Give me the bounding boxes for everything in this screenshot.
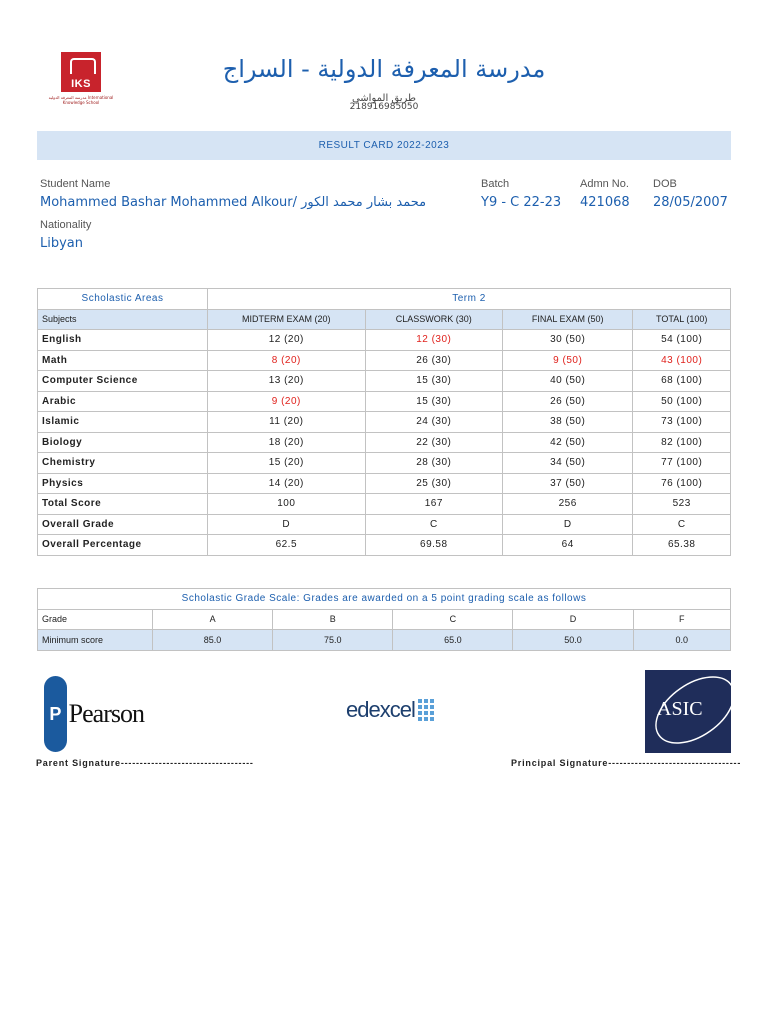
score-cell: 9 (20) bbox=[208, 391, 366, 412]
dob-value: 28/05/2007 bbox=[653, 195, 728, 210]
score-cell: 15 (30) bbox=[365, 391, 502, 412]
subject-cell: Total Score bbox=[38, 494, 208, 515]
grade-cell: C bbox=[393, 609, 513, 630]
score-cell: 73 (100) bbox=[633, 412, 731, 433]
grade-row bbox=[38, 609, 731, 630]
logo-subtitle: مدرسة المعرفة الدولية International Knowledge School bbox=[48, 95, 114, 105]
subject-cell: Overall Grade bbox=[38, 514, 208, 535]
min-score-cell: 85.0 bbox=[153, 630, 273, 651]
grade-cell: F bbox=[633, 609, 730, 630]
grade-scale-caption-row bbox=[38, 589, 731, 610]
score-cell: 34 (50) bbox=[503, 453, 633, 474]
min-score-cell: 0.0 bbox=[633, 630, 730, 651]
column-header: FINAL EXAM (50) bbox=[503, 309, 633, 330]
asic-wordmark: ASIC bbox=[657, 698, 703, 720]
score-cell: 50 (100) bbox=[633, 391, 731, 412]
column-header: Subjects bbox=[38, 309, 208, 330]
student-name: Mohammed Bashar Mohammed Alkour/ محمد بشار محمد الكور bbox=[40, 195, 427, 210]
table-row bbox=[38, 350, 731, 371]
batch-value: Y9 - C 22-23 bbox=[481, 195, 562, 210]
subject-cell: English bbox=[38, 330, 208, 351]
term-header: Term 2 bbox=[208, 289, 731, 310]
batch-label: Batch bbox=[481, 178, 510, 190]
score-cell: 22 (30) bbox=[365, 432, 502, 453]
score-cell: 54 (100) bbox=[633, 330, 731, 351]
table-row bbox=[38, 453, 731, 474]
column-header: CLASSWORK (30) bbox=[365, 309, 502, 330]
table-row bbox=[38, 371, 731, 392]
school-logo bbox=[38, 52, 124, 110]
score-cell: 523 bbox=[633, 494, 731, 515]
nationality-value: Libyan bbox=[40, 236, 84, 251]
score-cell: 64 bbox=[503, 535, 633, 556]
subject-cell: Biology bbox=[38, 432, 208, 453]
school-phone: 218916985050 bbox=[349, 102, 419, 112]
score-cell: D bbox=[208, 514, 366, 535]
score-cell: 12 (30) bbox=[365, 330, 502, 351]
score-cell: 40 (50) bbox=[503, 371, 633, 392]
pearson-logo bbox=[44, 676, 144, 752]
scores-column-row bbox=[38, 309, 731, 330]
pearson-p-icon: P bbox=[44, 676, 67, 752]
column-header: MIDTERM EXAM (20) bbox=[208, 309, 366, 330]
principal-signature-line: Principal Signature----------------------------------- bbox=[511, 758, 742, 768]
score-cell: C bbox=[633, 514, 731, 535]
score-cell: 28 (30) bbox=[365, 453, 502, 474]
result-card-title: RESULT CARD 2022-2023 bbox=[37, 131, 731, 160]
score-cell: 30 (50) bbox=[503, 330, 633, 351]
grade-label: Grade bbox=[38, 609, 153, 630]
table-row bbox=[38, 391, 731, 412]
admn-label: Admn No. bbox=[580, 178, 629, 190]
table-row bbox=[38, 432, 731, 453]
score-cell: 37 (50) bbox=[503, 473, 633, 494]
table-row bbox=[38, 535, 731, 556]
school-name: مدرسة المعرفة الدولية - السراج bbox=[222, 55, 546, 83]
student-name-label: Student Name bbox=[40, 178, 111, 190]
score-cell: 77 (100) bbox=[633, 453, 731, 474]
book-icon bbox=[61, 52, 101, 92]
score-cell: 26 (50) bbox=[503, 391, 633, 412]
logo-text: IKS bbox=[71, 78, 91, 90]
grade-cell: D bbox=[513, 609, 633, 630]
table-row bbox=[38, 412, 731, 433]
edexcel-dots-icon bbox=[418, 699, 434, 721]
score-cell: 100 bbox=[208, 494, 366, 515]
min-score-cell: 65.0 bbox=[393, 630, 513, 651]
min-score-cell: 75.0 bbox=[273, 630, 393, 651]
table-row bbox=[38, 514, 731, 535]
score-cell: 8 (20) bbox=[208, 350, 366, 371]
score-cell: 167 bbox=[365, 494, 502, 515]
nationality-label: Nationality bbox=[40, 219, 92, 231]
score-cell: 256 bbox=[503, 494, 633, 515]
score-cell: 25 (30) bbox=[365, 473, 502, 494]
score-cell: 62.5 bbox=[208, 535, 366, 556]
scholastic-areas-header: Scholastic Areas bbox=[38, 289, 208, 310]
asic-logo bbox=[645, 670, 731, 753]
score-cell: 13 (20) bbox=[208, 371, 366, 392]
min-score-cell: 50.0 bbox=[513, 630, 633, 651]
subject-cell: Overall Percentage bbox=[38, 535, 208, 556]
table-row bbox=[38, 494, 731, 515]
subject-cell: Chemistry bbox=[38, 453, 208, 474]
score-cell: 18 (20) bbox=[208, 432, 366, 453]
score-cell: 11 (20) bbox=[208, 412, 366, 433]
minimum-score-row bbox=[38, 630, 731, 651]
subject-cell: Physics bbox=[38, 473, 208, 494]
score-cell: 68 (100) bbox=[633, 371, 731, 392]
score-cell: 15 (30) bbox=[365, 371, 502, 392]
grade-cell: B bbox=[273, 609, 393, 630]
school-address: طريق المواشي bbox=[351, 93, 417, 104]
minimum-score-label: Minimum score bbox=[38, 630, 153, 651]
subject-cell: Islamic bbox=[38, 412, 208, 433]
edexcel-wordmark: edexcel bbox=[346, 697, 415, 722]
score-cell: 42 (50) bbox=[503, 432, 633, 453]
column-header: TOTAL (100) bbox=[633, 309, 731, 330]
score-cell: 9 (50) bbox=[503, 350, 633, 371]
score-cell: 82 (100) bbox=[633, 432, 731, 453]
grade-scale-caption: Scholastic Grade Scale: Grades are awarded on a 5 point grading scale as follows bbox=[38, 589, 731, 610]
table-row bbox=[38, 473, 731, 494]
parent-signature-line: Parent Signature----------------------------------- bbox=[36, 758, 254, 768]
subject-cell: Arabic bbox=[38, 391, 208, 412]
score-cell: 26 (30) bbox=[365, 350, 502, 371]
admn-value: 421068 bbox=[580, 195, 630, 210]
score-cell: 15 (20) bbox=[208, 453, 366, 474]
subject-cell: Computer Science bbox=[38, 371, 208, 392]
score-cell: 12 (20) bbox=[208, 330, 366, 351]
edexcel-logo bbox=[346, 697, 434, 723]
subject-cell: Math bbox=[38, 350, 208, 371]
table-row bbox=[38, 330, 731, 351]
score-cell: 24 (30) bbox=[365, 412, 502, 433]
score-cell: 76 (100) bbox=[633, 473, 731, 494]
score-cell: C bbox=[365, 514, 502, 535]
pearson-wordmark: Pearson bbox=[68, 699, 144, 728]
scores-header-row bbox=[38, 289, 731, 310]
score-cell: 65.38 bbox=[633, 535, 731, 556]
scores-table bbox=[37, 288, 731, 556]
dob-label: DOB bbox=[653, 178, 677, 190]
score-cell: D bbox=[503, 514, 633, 535]
grade-cell: A bbox=[153, 609, 273, 630]
grade-scale-table bbox=[37, 588, 731, 651]
score-cell: 14 (20) bbox=[208, 473, 366, 494]
score-cell: 69.58 bbox=[365, 535, 502, 556]
score-cell: 38 (50) bbox=[503, 412, 633, 433]
score-cell: 43 (100) bbox=[633, 350, 731, 371]
